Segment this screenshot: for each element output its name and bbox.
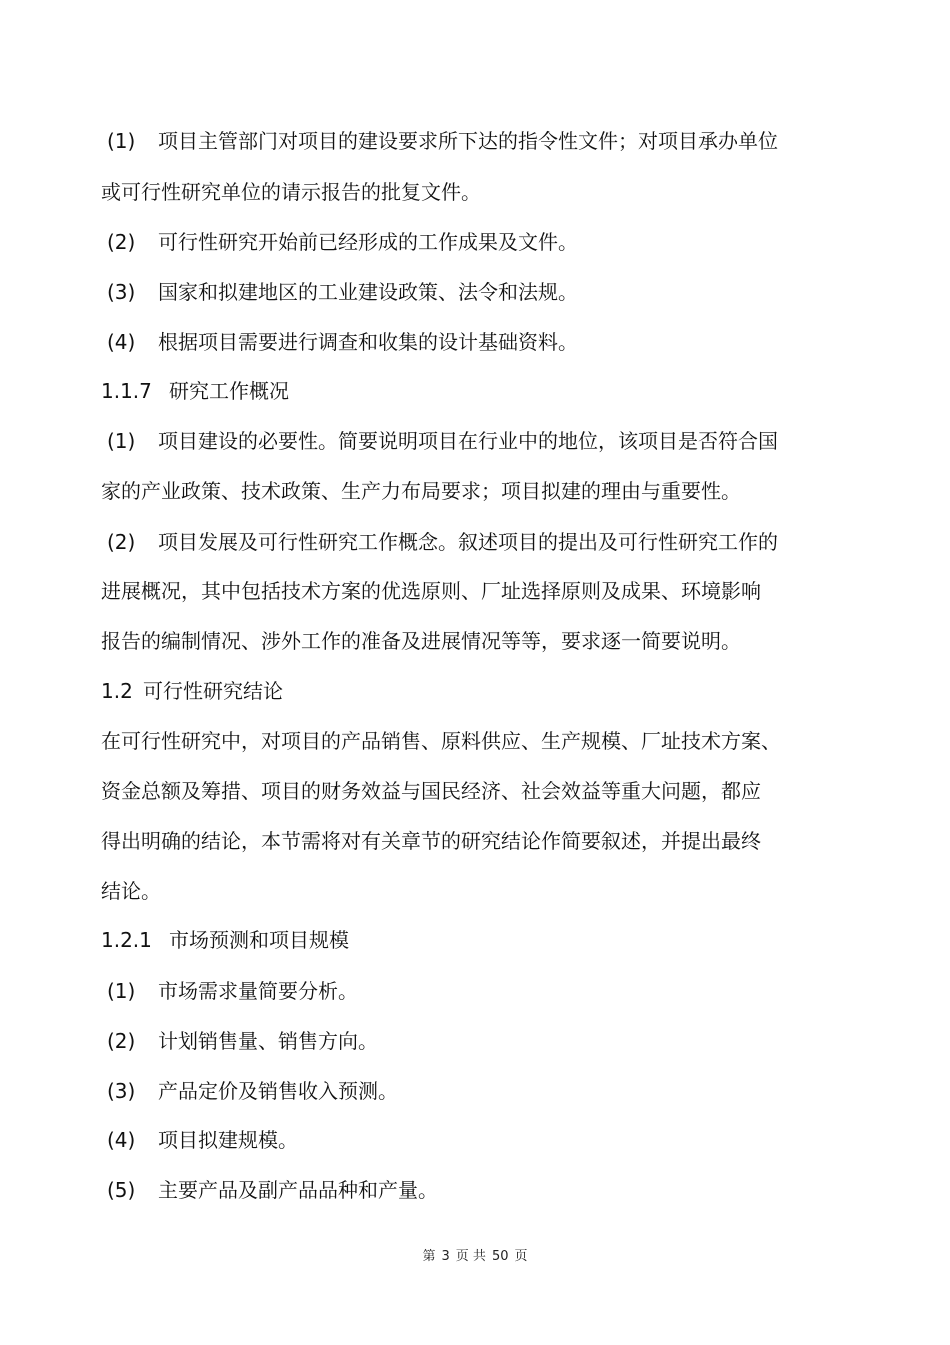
- paragraph-line: [101, 477, 821, 505]
- item-number: (5): [107, 1178, 136, 1202]
- item-number: (4): [107, 1128, 136, 1152]
- list-item: [101, 1077, 821, 1105]
- item-number: (2): [107, 1029, 136, 1053]
- item-text: 结论。: [101, 879, 161, 903]
- list-item: [101, 1027, 821, 1055]
- heading-number: 1.1.7: [101, 379, 152, 403]
- paragraph-line: [101, 827, 821, 855]
- list-item: [101, 427, 821, 455]
- list-item: [101, 1126, 821, 1154]
- heading-text: 研究工作概况: [169, 379, 289, 403]
- item-text: 市场需求量简要分析。: [158, 979, 358, 1003]
- footer-mid: 页 共: [455, 1249, 486, 1264]
- paragraph-line: [101, 577, 821, 605]
- item-text: 项目主管部门对项目的建设要求所下达的指令性文件；对项目承办单位: [158, 129, 778, 153]
- paragraph-line: [101, 877, 821, 905]
- item-number: (3): [107, 1079, 136, 1103]
- item-text: 或可行性研究单位的请示报告的批复文件。: [101, 180, 481, 204]
- footer-prefix: 第: [422, 1249, 436, 1264]
- list-item: [101, 328, 821, 356]
- list-item: [101, 278, 821, 306]
- item-text: 家的产业政策、技术政策、生产力布局要求；项目拟建的理由与重要性。: [101, 479, 741, 503]
- item-text: 得出明确的结论，本节需将对有关章节的研究结论作简要叙述，并提出最终: [101, 829, 761, 853]
- heading-text: 可行性研究结论: [143, 679, 283, 703]
- item-text: 项目发展及可行性研究工作概念。叙述项目的提出及可行性研究工作的: [158, 530, 778, 554]
- item-text: 计划销售量、销售方向。: [158, 1029, 378, 1053]
- section-heading: [101, 677, 821, 705]
- item-number: (2): [107, 530, 136, 554]
- heading-number: 1.2: [101, 679, 133, 703]
- item-text: 产品定价及销售收入预测。: [158, 1079, 398, 1103]
- footer-suffix: 页: [514, 1249, 528, 1264]
- item-text: 资金总额及筹措、项目的财务效益与国民经济、社会效益等重大问题，都应: [101, 779, 761, 803]
- section-heading: [101, 926, 821, 954]
- paragraph-line: [101, 178, 821, 206]
- section-heading: [101, 377, 821, 405]
- item-number: (3): [107, 280, 136, 304]
- list-item: [101, 127, 821, 155]
- list-item: [101, 1176, 821, 1204]
- item-text: 进展概况，其中包括技术方案的优选原则、厂址选择原则及成果、环境影响: [101, 579, 761, 603]
- item-number: (1): [107, 129, 136, 153]
- item-text: 主要产品及副产品品种和产量。: [158, 1178, 438, 1202]
- item-text: 项目建设的必要性。简要说明项目在行业中的地位，该项目是否符合国: [158, 429, 778, 453]
- paragraph-line: [101, 627, 821, 655]
- footer-page-number: 3: [441, 1249, 450, 1264]
- heading-number: 1.2.1: [101, 928, 152, 952]
- item-text: 报告的编制情况、涉外工作的准备及进展情况等等，要求逐一简要说明。: [101, 629, 741, 653]
- item-text: 国家和拟建地区的工业建设政策、法令和法规。: [158, 280, 578, 304]
- item-number: (1): [107, 979, 136, 1003]
- paragraph-line: [101, 727, 821, 755]
- list-item: [101, 228, 821, 256]
- item-text: 可行性研究开始前已经形成的工作成果及文件。: [158, 230, 578, 254]
- footer-total-pages: 50: [491, 1249, 509, 1264]
- item-number: (4): [107, 330, 136, 354]
- item-text: 根据项目需要进行调查和收集的设计基础资料。: [158, 330, 578, 354]
- page-footer: [0, 1247, 950, 1267]
- list-item: [101, 977, 821, 1005]
- item-text: 项目拟建规模。: [158, 1128, 298, 1152]
- heading-text: 市场预测和项目规模: [169, 928, 349, 952]
- paragraph-line: [101, 777, 821, 805]
- item-number: (1): [107, 429, 136, 453]
- list-item: [101, 528, 821, 556]
- item-number: (2): [107, 230, 136, 254]
- item-text: 在可行性研究中，对项目的产品销售、原料供应、生产规模、厂址技术方案、: [101, 729, 781, 753]
